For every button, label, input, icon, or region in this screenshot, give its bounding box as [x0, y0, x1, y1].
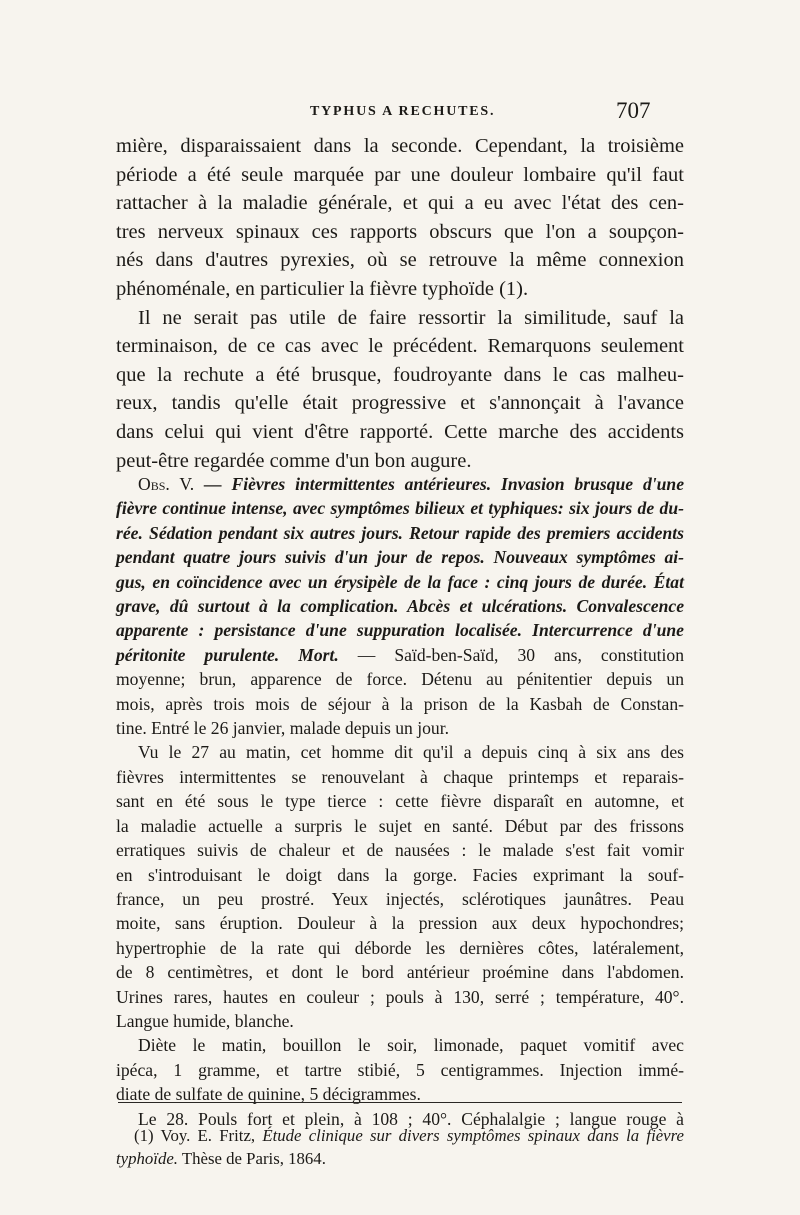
text-line: france, un peu prostré. Yeux injectés, sclérotiques jaunâtres. Peau	[116, 888, 684, 909]
text-line: Vu le 27 au matin, cet homme dit qu'il a depuis cinq à six ans des	[138, 742, 684, 763]
text-line: mière, disparaissaient dans la seconde. Cependant, la troisième	[116, 135, 684, 157]
obs-title-text: — Fièvres intermittentes antérieures. Invasion brusque d'une	[194, 474, 685, 494]
text-line: fièvres intermittentes se renouvelant à chaque printemps et reparais-	[116, 766, 684, 787]
text-line: de 8 centimètres, et dont le bord antérieur proémine dans l'abdomen.	[116, 962, 684, 983]
obs-label: Obs. V.	[138, 474, 195, 494]
text-line: reux, tandis qu'elle était progressive et s'annonçait à l'avance	[116, 392, 684, 415]
obs-summary-line: gus, en coïncidence avec un érysipèle de la face : cinq jours de durée. État	[116, 571, 684, 592]
text-line: Langue humide, blanche.	[116, 1010, 294, 1031]
text-line: Il ne serait pas utile de faire ressortir la similitude, sauf la	[138, 306, 684, 329]
obs-split-line	[116, 643, 684, 667]
footnote-line	[116, 1147, 684, 1170]
text-line: en s'introduisant le doigt dans la gorge. Facies exprimant la souf-	[116, 864, 684, 885]
obs-summary-line: fièvre continue intense, avec symptômes bilieux et typhiques: six jours de du-	[116, 498, 684, 519]
obs-case-start: — Saïd-ben-Saïd, 30 ans, constitution	[338, 644, 684, 665]
footnote-suffix: Thèse de Paris, 1864.	[177, 1149, 326, 1168]
obs-summary-line: rée. Sédation pendant six autres jours. Retour rapide des premiers accidents	[116, 522, 684, 543]
text-line: que la rechute a été brusque, foudroyante dans le cas malheu-	[116, 363, 684, 386]
text-line: ipéca, 1 gramme, et tartre stibié, 5 centigrammes. Injection immé-	[116, 1059, 684, 1080]
text-line: dans celui qui vient d'être rapporté. Cette marche des accidents	[116, 420, 684, 443]
footnote-title-end: typhoïde.	[116, 1149, 178, 1168]
footnote-title: Étude clinique sur divers symptômes spinaux dans la fièvre	[262, 1126, 684, 1145]
text-line: période a été seule marquée par une douleur lombaire qu'il faut	[116, 163, 684, 186]
page-header	[0, 98, 800, 128]
text-line: diate de sulfate de quinine, 5 décigrammes.	[116, 1084, 421, 1105]
text-line: la maladie actuelle a surpris le sujet en santé. Début par des frissons	[116, 815, 684, 836]
obs-summary-line: pendant quatre jours suivis d'un jour de repos. Nouveaux symptômes ai-	[116, 547, 684, 568]
obs-summary-line: apparente : persistance d'une suppuration localisée. Intercurrence d'une	[116, 620, 684, 641]
text-line: mois, après trois mois de séjour à la prison de la Kasbah de Constan-	[116, 693, 684, 714]
text-line: erratiques suivis de chaleur et de nausées : le malade s'est fait vomir	[116, 840, 684, 861]
page-number: 707	[616, 98, 651, 123]
obs-summary-line: grave, dû surtout à la complication. Abcès et ulcérations. Convalescence	[116, 596, 684, 617]
footnote-prefix: (1) Voy. E. Fritz,	[134, 1126, 263, 1145]
text-line: hypertrophie de la rate qui déborde les dernières côtes, latéralement,	[116, 937, 684, 958]
text-line: Le 28. Pouls fort et plein, à 108 ; 40°. Céphalalgie ; langue rouge à	[138, 1108, 684, 1129]
footnote-line	[116, 1124, 684, 1147]
text-line: peut-être regardée comme d'un bon augure.	[116, 449, 472, 472]
text-line: tres nerveux spinaux ces rapports obscurs que l'on a soupçon-	[116, 220, 684, 243]
text-line: sant en été sous le type tierce : cette fièvre disparaît en automne, et	[116, 791, 684, 812]
body-paragraphs-top	[116, 132, 684, 475]
footnote	[116, 1124, 684, 1170]
text-line: Diète le matin, bouillon le soir, limonade, paquet vomitif avec	[138, 1035, 684, 1056]
text-line: tine. Entré le 26 janvier, malade depuis un jour.	[116, 718, 449, 739]
running-title: TYPHUS A RECHUTES.	[310, 104, 496, 119]
observation-block	[116, 472, 684, 1131]
obs-summary-end: péritonite purulente. Mort.	[116, 644, 339, 665]
text-line: terminaison, de ce cas avec le précédent. Remarquons seulement	[116, 335, 684, 358]
text-line: Urines rares, hautes en couleur ; pouls à 130, serré ; température, 40°.	[116, 986, 684, 1007]
text-line: nés dans d'autres pyrexies, où se retrouve la même connexion	[116, 249, 684, 272]
obs-title-line	[116, 472, 684, 496]
text-line: moyenne; brun, apparence de force. Détenu au pénitentier depuis un	[116, 669, 684, 690]
text-line: moite, sans éruption. Douleur à la pression aux deux hypochondres;	[116, 913, 684, 934]
footnote-rule	[118, 1102, 682, 1103]
text-line: rattacher à la maladie générale, et qui a eu avec l'état des cen-	[116, 192, 684, 215]
text-line: phénoménale, en particulier la fièvre typhoïde (1).	[116, 277, 529, 300]
